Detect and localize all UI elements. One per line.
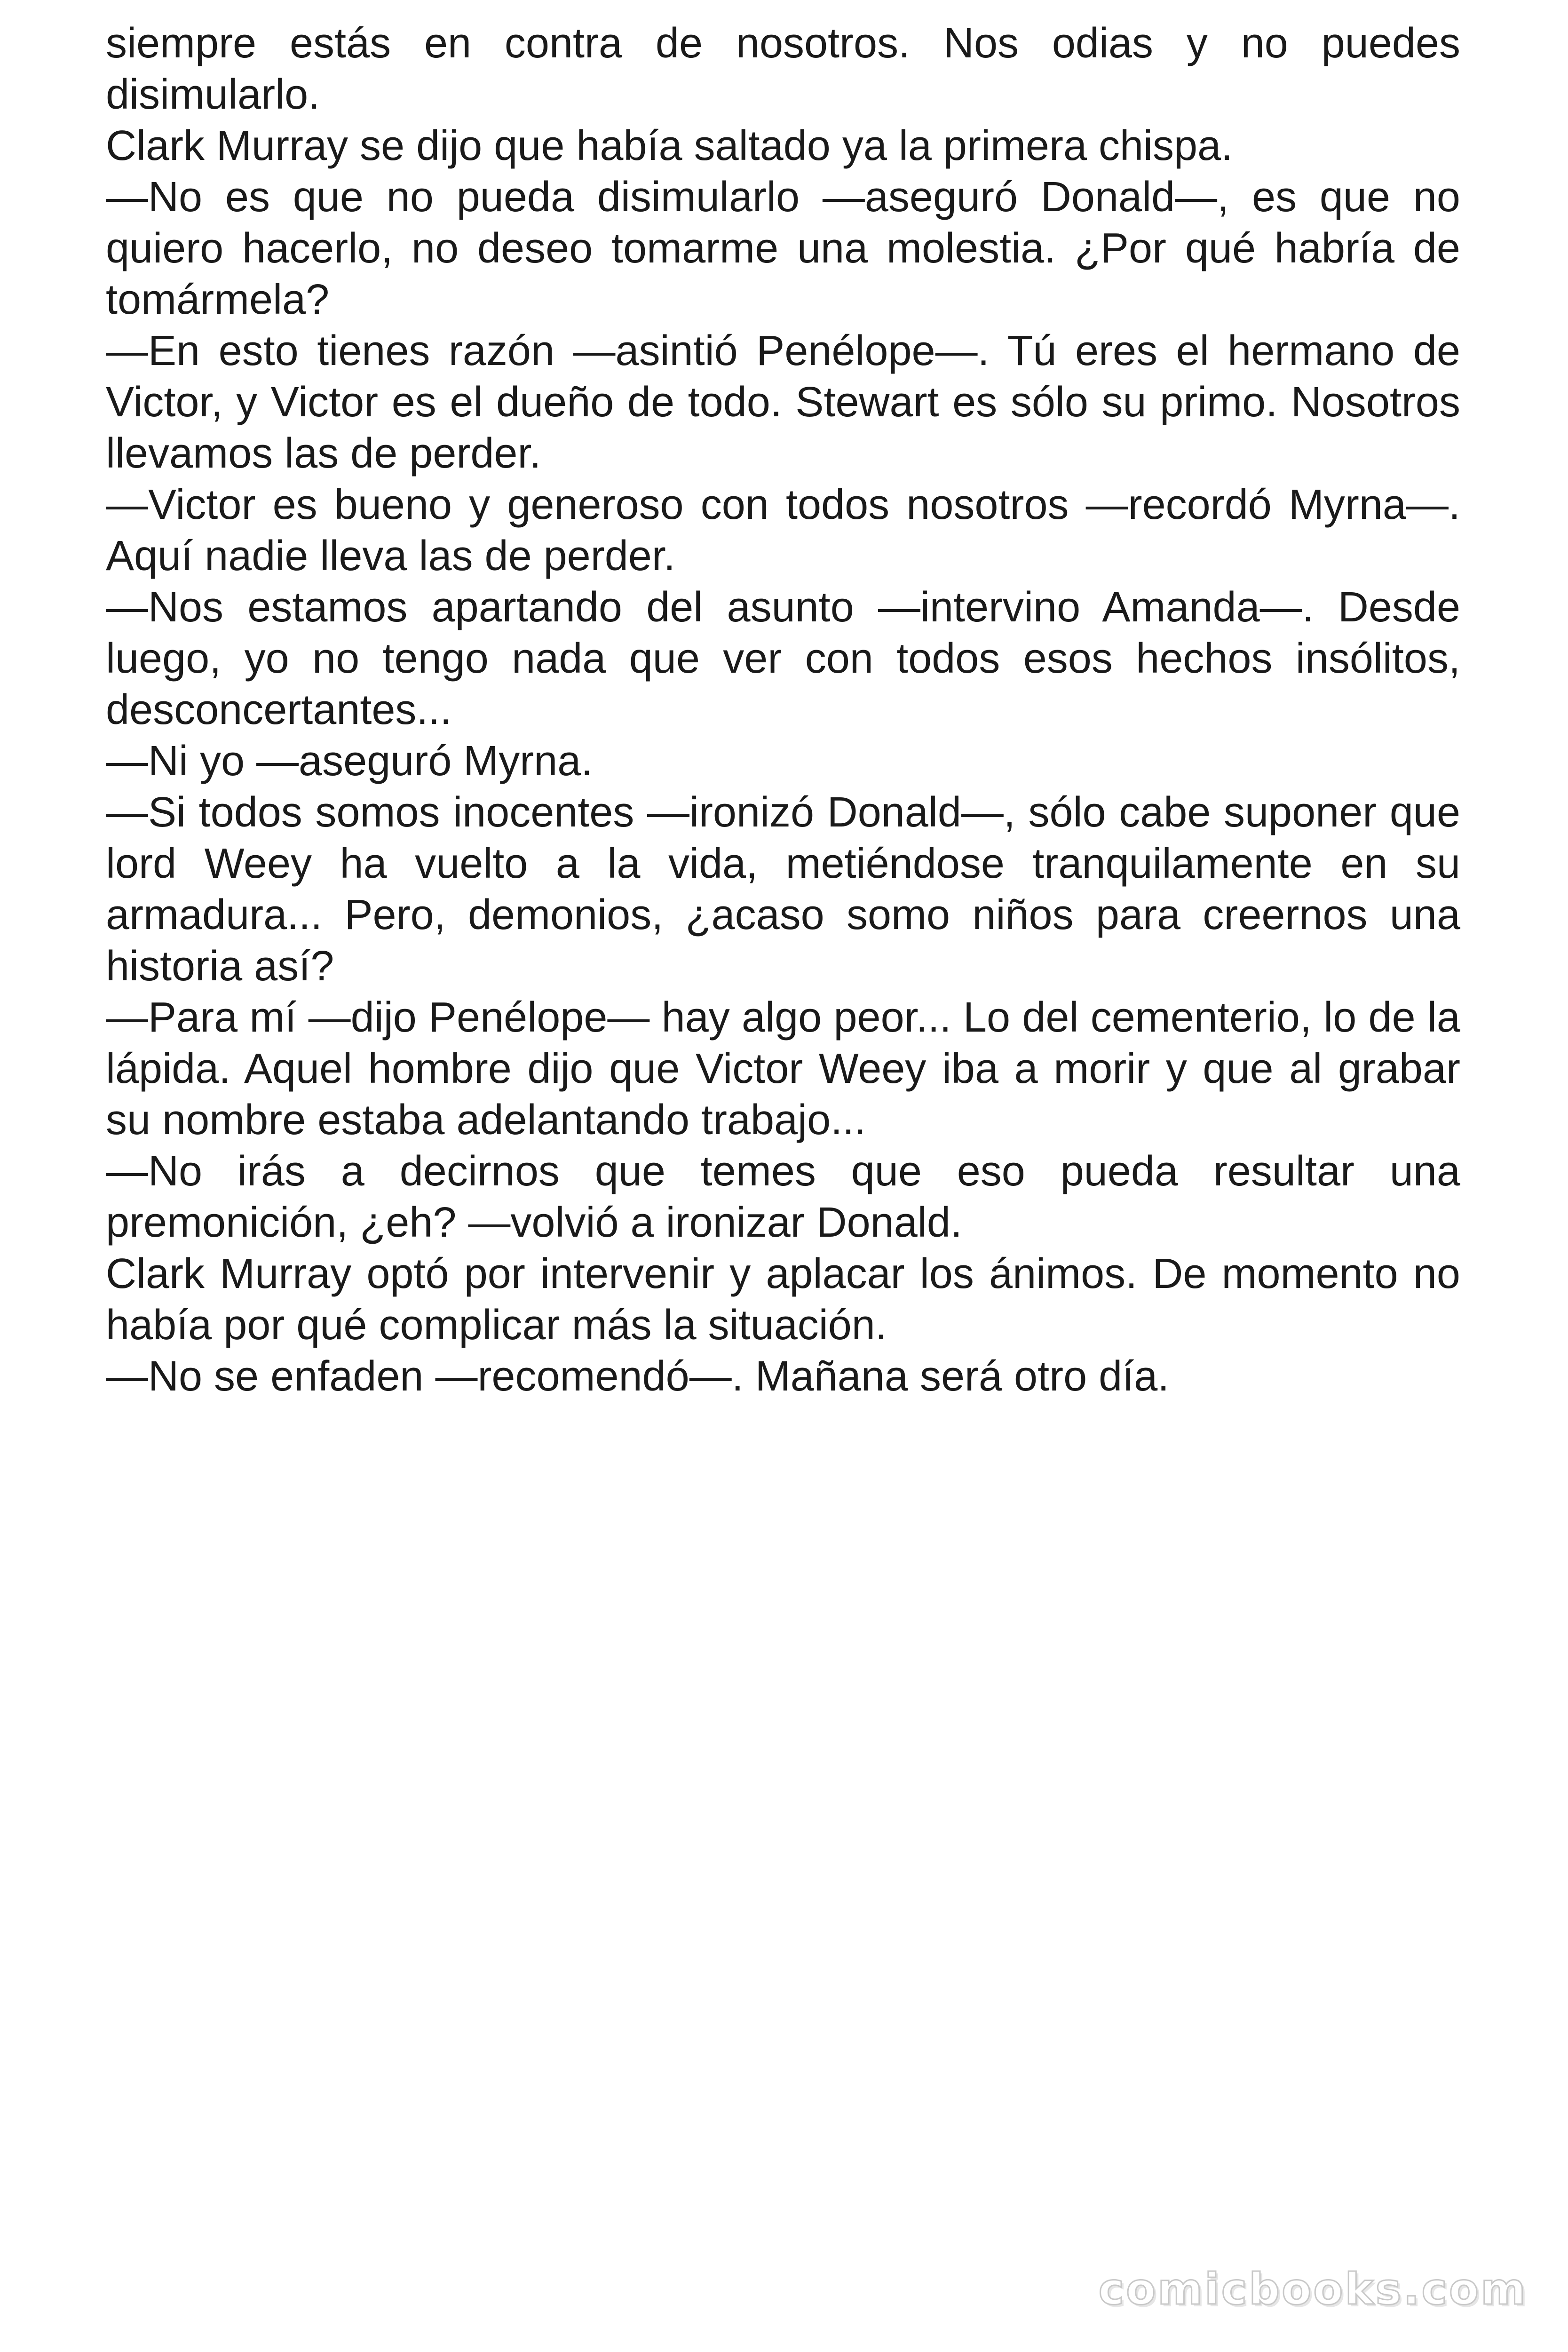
paragraph: —Ni yo —aseguró Myrna.: [106, 738, 593, 785]
watermark: comicbooks.com: [1098, 2264, 1528, 2314]
paragraph: siempre estás en contra de nosotros. Nos odias y no puedes disimularlo.: [106, 20, 1460, 118]
body-text: [106, 18, 1460, 1402]
paragraph: —No es que no pueda disimularlo —aseguró Donald—, es que no quiero hacerlo, no deseo tomarme una molestia. ¿Por qué habría de tomármela?: [106, 174, 1460, 323]
paragraph: —Si todos somos inocentes —ironizó Donald—, sólo cabe suponer que lord Weey ha vuelto a la vida, metiéndose tranquilamente en su armadura... Pero, demonios, ¿acaso somo niños para creernos una historia así?: [106, 789, 1460, 990]
paragraph: —En esto tienes razón —asintió Penélope—. Tú eres el hermano de Victor, y Victor es el dueño de todo. Stewart es sólo su primo. Nosotros llevamos las de perder.: [106, 327, 1460, 477]
paragraph: —No se enfaden —recomendó—. Mañana será otro día.: [106, 1353, 1170, 1400]
paragraph: Clark Murray optó por intervenir y aplacar los ánimos. De momento no había por qué complicar más la situación.: [106, 1250, 1460, 1349]
paragraph: Clark Murray se dijo que había saltado ya la primera chispa.: [106, 122, 1233, 169]
paragraph: —No irás a decirnos que temes que eso pueda resultar una premonición, ¿eh? —volvió a ironizar Donald.: [106, 1148, 1460, 1246]
paragraph: —Para mí —dijo Penélope— hay algo peor... Lo del cementerio, lo de la lápida. Aquel hombre dijo que Victor Weey iba a morir y que al grabar su nombre estaba adelantando trabajo...: [106, 994, 1460, 1144]
paragraph: —Victor es bueno y generoso con todos nosotros —recordó Myrna—. Aquí nadie lleva las de perder.: [106, 481, 1460, 580]
paragraph: —Nos estamos apartando del asunto —intervino Amanda—. Desde luego, yo no tengo nada que ver con todos esos hechos insólitos, desconcertantes...: [106, 584, 1460, 733]
